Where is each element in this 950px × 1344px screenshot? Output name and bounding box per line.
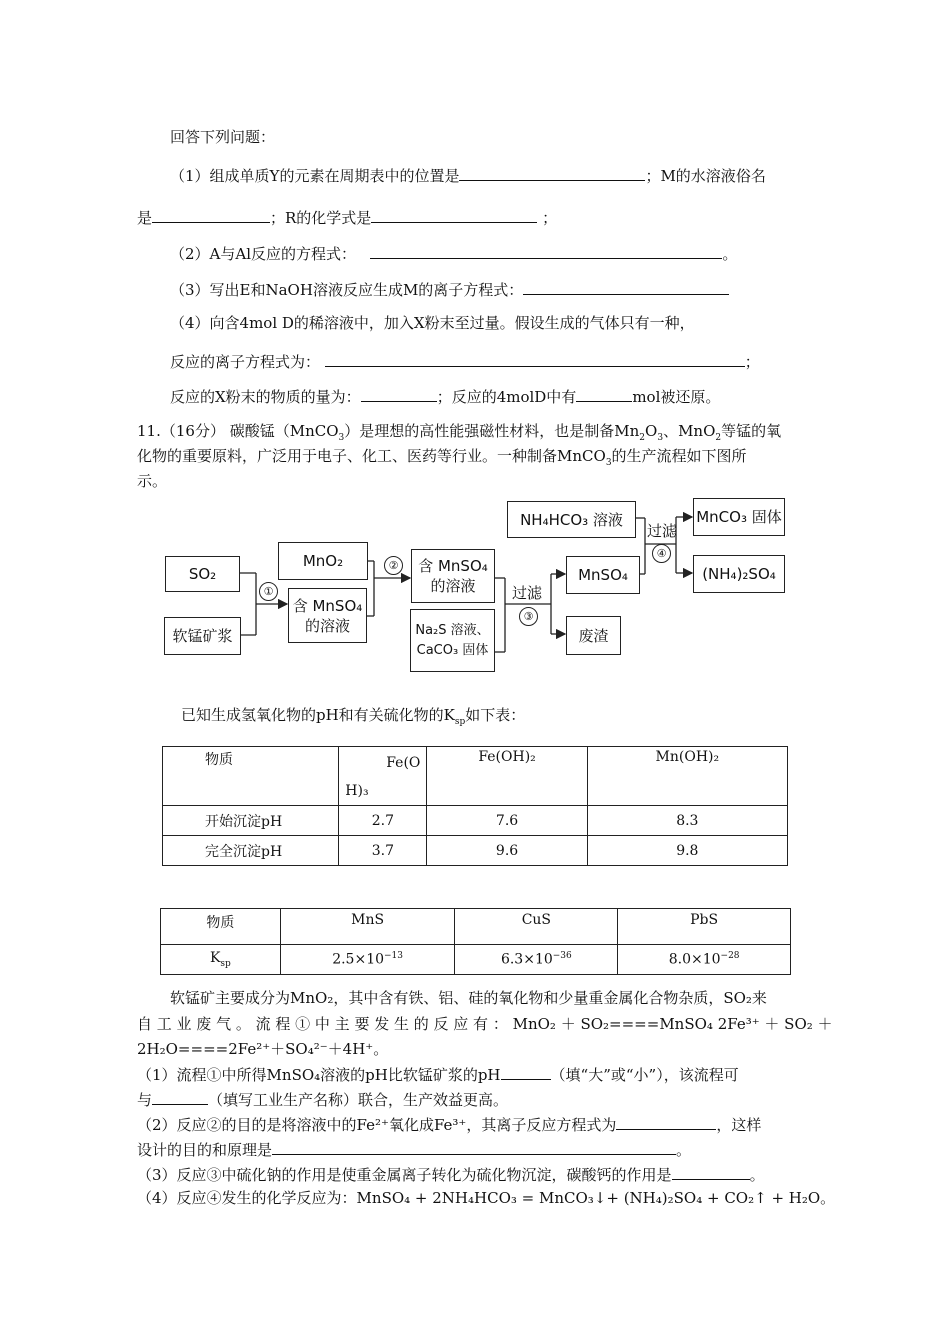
hydroxide-ph-table — [162, 746, 788, 866]
answer-blank-caco3-role[interactable] — [672, 1163, 750, 1180]
q11-head2-sub3: 2 — [715, 433, 722, 443]
table-row — [163, 806, 788, 836]
q11-head-line3: 示。 — [137, 472, 168, 490]
q11-s2c: 设计的目的和原理是 — [137, 1141, 273, 1159]
table2-cell — [280, 945, 455, 975]
ksp-pbs-exp: −28 — [720, 951, 740, 962]
answer-blank-oxidation-equation[interactable] — [616, 1113, 716, 1130]
flow-ore-label: 软锰矿浆 — [172, 627, 233, 645]
q11-head3-sub: 3 — [605, 458, 612, 468]
flow-box-mnso4 — [566, 556, 640, 594]
q10-p2: （2）A与Al反应的方程式： — [170, 245, 357, 263]
flow-na2s-line2: CaCO₃ 固体 — [416, 642, 489, 658]
table1-header-feoh2: Fe(OH)₂ — [427, 747, 587, 806]
q11-head3b: 的生产流程如下图所 — [611, 447, 747, 465]
q11-head2-sub1: 2 — [639, 433, 646, 443]
q11-s2-line2 — [137, 1138, 691, 1160]
flow-sol1-line1: 含 MnSO₄ — [292, 596, 363, 615]
q11-s2a: （2）反应②的目的是将溶液中的Fe²⁺氧化成Fe³⁺，其离子反应方程式为 — [137, 1116, 617, 1134]
q11-s2b: ，这样 — [716, 1116, 762, 1134]
flow-box-nh4hco3 — [507, 501, 636, 538]
q11-head2: ）是理想的高性能强磁性材料，也是制备Mn — [344, 422, 640, 440]
q11-s3a: （3）反应③中硫化钠的作用是使重金属离子转化为硫化物沉淀，碳酸钙的作用是 — [137, 1166, 672, 1184]
table-row — [163, 836, 788, 866]
table1-cell: 3.7 — [339, 836, 427, 866]
flow-sol2-line2: 的溶液 — [430, 577, 476, 595]
q11-head1-sub: 3 — [338, 433, 345, 443]
flow-box-na2s-caco3 — [410, 609, 495, 672]
ksp-pbs-mantissa: 8.0×10 — [668, 951, 721, 968]
q10-p4c1: 反应的X粉末的物质的量为： — [170, 388, 361, 406]
ksp-cus-exp: −36 — [552, 951, 572, 962]
table-intro-text1: 已知生成氢氧化物的pH和有关硫化物的K — [181, 706, 455, 724]
table2-header: CuS — [455, 909, 618, 945]
q10-p2end: 。 — [722, 245, 738, 263]
q10-p3: （3）写出E和NaOH溶液反应生成M的离子方程式： — [170, 281, 524, 299]
flow-box-waste — [566, 616, 621, 655]
table-row — [161, 909, 791, 945]
table2-header: MnS — [280, 909, 455, 945]
flow-box-mno2 — [278, 542, 368, 580]
q10-intro: 回答下列问题： — [170, 128, 276, 146]
q11-s1-line1 — [137, 1063, 739, 1085]
q10-part4: （4）向含4mol D的稀溶液中，加入X粉末至过量。假设生成的气体只有一种， — [170, 314, 695, 332]
table1-cell: 9.6 — [427, 836, 587, 866]
step-1-marker: ① — [259, 582, 278, 601]
table-row — [163, 747, 788, 806]
filter-label-3: 过滤 — [512, 584, 543, 602]
q11-head2-sub2: 3 — [657, 433, 664, 443]
q11-head2d: 等锰的氧 — [721, 422, 782, 440]
flow-sol1-line2: 的溶液 — [304, 616, 350, 635]
flow-so2-label: SO₂ — [188, 565, 217, 583]
q11-head1: 11.（16分） 碳酸锰（MnCO — [137, 422, 339, 440]
table1-cell: 9.8 — [587, 836, 787, 866]
ksp-sub: sp — [220, 958, 231, 969]
answer-blank-design-reason[interactable] — [272, 1138, 676, 1155]
q10-p1e: ； — [542, 209, 558, 227]
filter-label-4: 过滤 — [647, 522, 678, 540]
answer-blank-industry[interactable] — [152, 1088, 208, 1105]
table1-cell: 完全沉淀pH — [163, 836, 339, 866]
flow-nh4so4-label: (NH₄)₂SO₄ — [702, 565, 776, 583]
table2-header: 物质 — [161, 909, 281, 945]
flow-mnco3-label: MnCO₃ 固体 — [696, 508, 782, 526]
q10-p1b: ；M的水溶液俗名 — [645, 167, 766, 185]
step-2-marker: ② — [384, 556, 403, 575]
q11-s1a: （1）流程①中所得MnSO₄溶液的pH比软锰矿浆的pH — [137, 1066, 501, 1084]
table-intro — [181, 705, 525, 732]
flow-mno2-label: MnO₂ — [302, 552, 344, 570]
ksp-cus-mantissa: 6.3×10 — [500, 951, 553, 968]
table1-cell: 2.7 — [339, 806, 427, 836]
table-intro-text2: 如下表： — [465, 706, 526, 724]
flow-na2s-line1: Na₂S 溶液、 — [415, 622, 490, 638]
table1-cell: 8.3 — [587, 806, 787, 836]
q11-s3 — [137, 1163, 765, 1185]
table1-header-feoh3 — [339, 747, 427, 806]
table1-header-substance: 物质 — [163, 747, 339, 806]
table1-feoh3-part1: Fe(O — [386, 755, 421, 771]
flow-box-so2 — [165, 556, 240, 592]
table2-cell — [455, 945, 618, 975]
table2-cell — [618, 945, 791, 975]
table1-cell: 开始沉淀pH — [163, 806, 339, 836]
ksp-mns-mantissa: 2.5×10 — [332, 951, 385, 968]
sulfide-ksp-table — [160, 908, 791, 975]
flow-nh4hco3-label: NH₄HCO₃ 溶液 — [520, 510, 623, 529]
table2-ksp-label — [161, 945, 281, 975]
flow-box-solution-2 — [411, 549, 495, 603]
flow-box-mnco3 — [693, 498, 785, 536]
flow-waste-label: 废渣 — [578, 626, 609, 645]
q10-p4b: 反应的离子方程式为： — [170, 353, 321, 371]
table-row — [161, 945, 791, 975]
para-ore-1: 软锰矿主要成分为MnO₂，其中含有铁、铝、硅的氧化物和少量重金属化合物杂质，SO₂来 — [170, 989, 767, 1007]
q10-p4bend: ； — [744, 353, 760, 371]
table2-header: PbS — [618, 909, 791, 945]
flow-sol2-line1: 含 MnSO₄ — [418, 557, 488, 575]
flow-mnso4-label: MnSO₄ — [578, 566, 628, 584]
q10-p1a: （1）组成单质Y的元素在周期表中的位置是 — [170, 167, 460, 185]
q11-s2-line1 — [137, 1113, 761, 1135]
flow-box-nh4so4 — [693, 555, 785, 593]
table1-feoh3-part2: H)₃ — [345, 783, 369, 799]
q11-s1b: （填“大”或“小”），该流程可 — [550, 1066, 739, 1084]
q11-head3: 化物的重要原料，广泛用于电子、化工、医药等行业。一种制备MnCO — [137, 447, 606, 465]
answer-blank-ph[interactable] — [501, 1063, 551, 1080]
flow-box-ore — [164, 617, 241, 655]
q11-head2c: 、MnO — [663, 422, 716, 440]
q11-s1d: （填写工业生产名称）联合，生产效益更高。 — [208, 1091, 509, 1109]
q10-p4c3: mol被还原。 — [632, 388, 721, 406]
q11-s1c: 与 — [137, 1091, 153, 1109]
q11-head2b: O — [645, 422, 658, 440]
step-3-marker: ③ — [519, 607, 538, 626]
q10-p4c2: ；反应的4molD中有 — [436, 388, 577, 406]
ksp-mns-exp: −13 — [384, 951, 404, 962]
q10-p1d: ；R的化学式是 — [270, 209, 372, 227]
para-ore-2: 自 工 业 废 气 。 流 程 ① 中 主 要 发 生 的 反 应 有 ： MnO₂ ＋ SO₂====MnSO₄ 2Fe³⁺ ＋ SO₂ ＋ — [137, 1015, 833, 1033]
q11-s2d: 。 — [676, 1141, 692, 1159]
table-intro-sub: sp — [454, 717, 466, 727]
q11-s3b: 。 — [749, 1166, 765, 1184]
q11-s4: （4）反应④发生的化学反应为：MnSO₄ + 2NH₄HCO₃ = MnCO₃↓+ (NH₄)₂SO₄ + CO₂↑ + H₂O。 — [137, 1189, 836, 1207]
ksp-k: K — [209, 950, 221, 967]
para-ore-3: 2H₂O====2Fe²⁺＋SO₄²⁻＋4H⁺。 — [137, 1040, 389, 1058]
q10-p1c: 是 — [137, 209, 153, 227]
q11-s1-line2 — [137, 1088, 508, 1110]
step-4-marker: ④ — [652, 544, 671, 563]
table1-cell: 7.6 — [427, 806, 587, 836]
flow-box-solution-1 — [288, 588, 367, 643]
table1-header-mnoh2: Mn(OH)₂ — [587, 747, 787, 806]
